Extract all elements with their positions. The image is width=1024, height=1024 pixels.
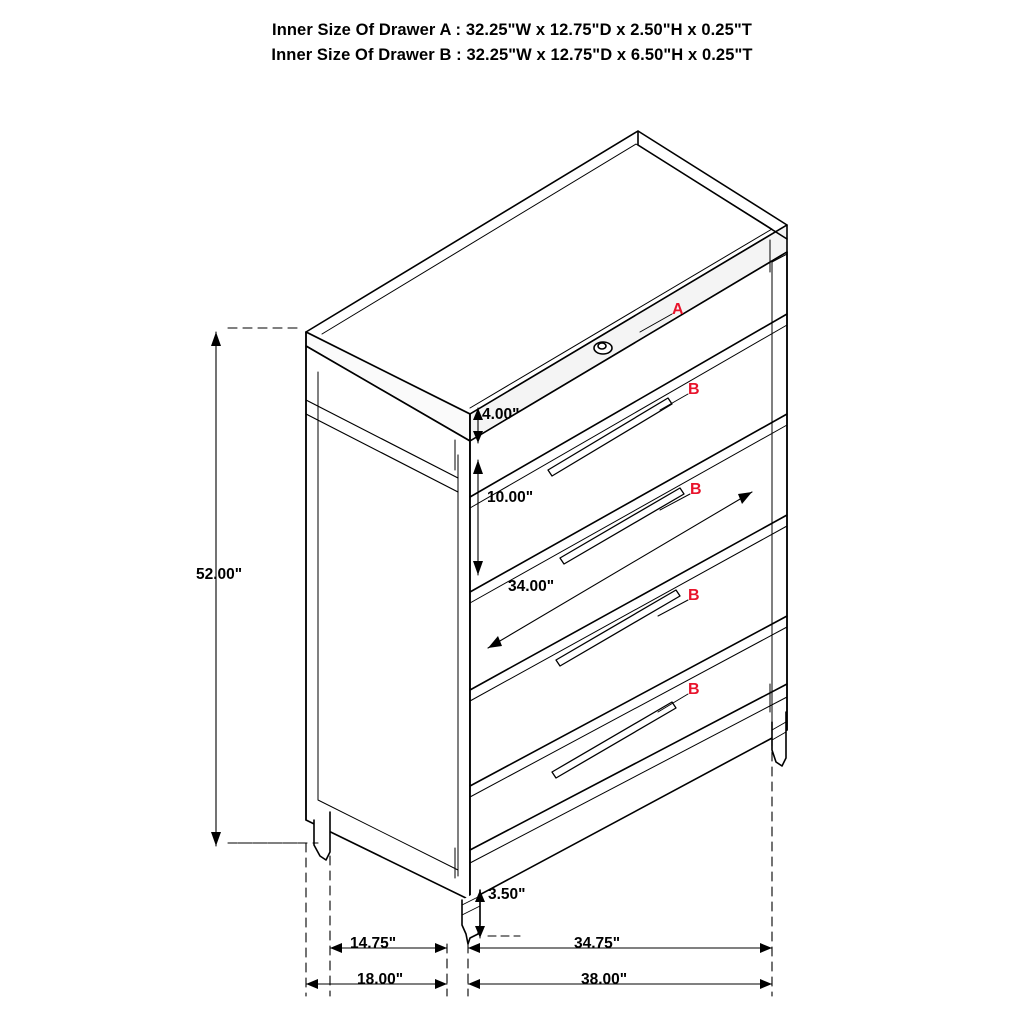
dim-label-10: 10.00" [487, 489, 534, 506]
arrow-height-bottom [211, 832, 221, 846]
callout-a: A [672, 301, 684, 318]
spec-line-drawer-b: Inner Size Of Drawer B : 32.25"W x 12.75"D x 6.50"H x 0.25"T [271, 46, 753, 64]
dim-label-14-75: 14.75" [350, 935, 397, 952]
dim-label-4: 4.00" [482, 406, 520, 423]
lock-knob [594, 342, 612, 354]
callout-b-1: B [688, 381, 700, 398]
dim-label-38: 38.00" [581, 971, 628, 988]
callout-b-2: B [690, 481, 702, 498]
callout-b-4: B [688, 681, 700, 698]
dim-label-34: 34.00" [508, 578, 555, 595]
dim-label-3-5: 3.50" [488, 886, 526, 903]
dim-label-34-75: 34.75" [574, 935, 621, 952]
callout-b-3: B [688, 587, 700, 604]
dim-label-18: 18.00" [357, 971, 404, 988]
arrow-height-top [211, 332, 221, 346]
leg-left-back [314, 812, 330, 860]
spec-line-drawer-a: Inner Size Of Drawer A : 32.25"W x 12.75"D x 2.50"H x 0.25"T [272, 21, 752, 39]
dim-label-52: 52.00" [196, 566, 243, 583]
